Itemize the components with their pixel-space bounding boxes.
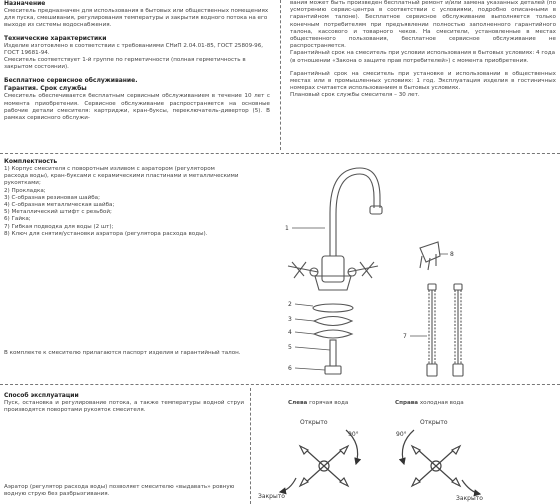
threaded-stud <box>330 340 336 366</box>
operation-text: Пуск, остановка и регулирование потока, а также температуры водной струи производятся поворотами рукояток смесителя. <box>4 400 244 414</box>
nut <box>325 366 341 374</box>
purpose-heading: Назначение <box>4 0 46 7</box>
faucet-diagram <box>270 158 560 380</box>
service-text-continued: вания может быть произведен бесплатный ремонт и/или замена указанных деталей (по усмотрению сервис-центра в соответствии с условиями, подробно описанными в гарантийном талоне). Бесплатное сервисное обслуживание выполняется только конечным потребителям при предъявлении полностью заполненного гарантийного талона, кассового и товарного чеков. На смесители, установленные в местах общественного пользования, бесплатное сервисное обслуживание не распространяется. <box>290 0 556 50</box>
metal-washer <box>314 330 352 338</box>
top-left-column <box>4 0 270 122</box>
right-cross-handle <box>412 446 460 486</box>
right-closed-arrow <box>462 480 480 494</box>
part-label-3: 3 <box>288 316 292 323</box>
purpose-text: Смеситель предназначен для использования в бытовых или общественных помещениях для пуска, смешивания, регулирования температуры и закрытия водного потока на его выходе из системы водоснабжения. <box>4 8 269 29</box>
left-handle <box>288 262 318 278</box>
specs-text-2: Смеситель соответствует 1-й группе по герметичности (полная герметичность в закрытом состоянии). <box>4 57 246 71</box>
specs-text-1: Изделие изготовлено в соответствии с требованиями СНиП 2.04.01-85, ГОСТ 25809-96, ГОСТ 19681-94. <box>4 42 264 56</box>
kit-item-6: 6) Гайка; <box>4 216 31 223</box>
part-label-5: 5 <box>288 344 292 351</box>
service-heading: Бесплатное сервисное обслуживание. <box>4 77 138 85</box>
kit-item-7: 7) Гибкая подводка для воды (2 шт); <box>4 223 114 230</box>
top-section-divider <box>0 153 560 154</box>
left-side-label: Слева <box>288 400 308 406</box>
service-life-text: Плановый срок службы смесителя – 30 лет. <box>290 92 420 99</box>
kit-item-2: 2) Прокладка; <box>4 187 46 194</box>
warranty-heading: Гарантия. Срок службы <box>4 85 87 93</box>
part-label-6: 6 <box>288 365 292 372</box>
faucet-body <box>322 256 344 282</box>
operation-heading: Способ эксплуатации <box>4 392 79 399</box>
kit-item-4: 4) С-образная металлическая шайба; <box>4 202 115 209</box>
part-label-1: 1 <box>285 225 289 232</box>
part-label-4: 4 <box>288 329 292 336</box>
left-cross-handle <box>300 446 348 486</box>
hose-right <box>453 284 463 376</box>
aerator-text: Аэратор (регулятор расхода воды) позволяет смесителю «выдавать» ровную водную струю без разбрызгивания. <box>4 484 235 498</box>
kit-note: В комплекте к смесителю прилагаются паспорт изделия и гарантийный талон. <box>4 350 241 356</box>
left-handle-caption <box>288 400 348 407</box>
rubber-washer <box>314 317 352 326</box>
kit-list <box>4 166 240 238</box>
part-label-8: 8 <box>450 251 454 258</box>
operation-section <box>4 392 244 414</box>
kit-item-8: 8) Ключ для снятия/установки аэратора (регулятора расхода воды). <box>4 230 208 237</box>
hose-left <box>427 284 437 376</box>
faucet-spout <box>330 168 380 256</box>
part-label-2: 2 <box>288 301 292 308</box>
specs-heading: Технические характеристики <box>4 34 107 42</box>
kit-item-5: 5) Металлический штифт с резьбой; <box>4 209 112 216</box>
public-warranty-text: Гарантийный срок на смеситель при установке и использовании в общественных местах или в промышленных условиях: 1 год. Эксплуатация изделия в гостиничных номерах считается использованием в бытовых условиях. <box>290 70 556 92</box>
right-angle-label: 90° <box>396 431 407 438</box>
right-water-label: холодная вода <box>419 400 464 406</box>
kit-item-1: 1) Корпус смесителя с поворотным изливом с аэратором (регулятором расхода воды), кран-буксами с керамическими пластинами и металлическими рукоятками; <box>4 166 239 187</box>
aerator-key <box>420 242 440 270</box>
service-text: Смеситель обеспечивается бесплатным сервисным обслуживанием в течение 10 лет с момента приобретения. Сервисное обслуживание распространяется на основные рабочие детали смесителя: картриджи, кран-буксы, переключатель-дивертор (5). В рамках сервисного обслужи- <box>4 93 270 122</box>
left-angle-label: 90° <box>348 431 359 438</box>
bottom-column-divider <box>250 388 251 504</box>
left-closed-label: Закрыто <box>258 493 285 500</box>
right-handle <box>348 262 378 278</box>
kit-section <box>4 158 240 238</box>
top-column-divider <box>280 0 281 150</box>
gasket <box>313 304 353 312</box>
household-warranty-text: Гарантийный срок на смеситель при условии использования в бытовых условиях: 4 года (в отношении «Закона о защите прав потребителей») с момента приобретения. <box>290 50 555 64</box>
left-open-label: Открыто <box>300 419 328 426</box>
top-right-column <box>290 0 556 100</box>
right-closed-label: Закрыто <box>456 495 483 502</box>
right-side-label: Справа <box>395 400 419 406</box>
right-open-label: Открыто <box>420 419 448 426</box>
kit-heading: Комплектность <box>4 158 58 165</box>
left-closed-arrow <box>280 478 296 492</box>
middle-section-divider <box>0 384 560 385</box>
kit-item-3: 3) С-образная резиновая шайба; <box>4 194 100 201</box>
left-water-label: горячая вода <box>309 400 349 406</box>
part-label-7: 7 <box>403 333 407 340</box>
right-handle-caption <box>395 400 464 407</box>
handle-rotation-diagram <box>256 408 560 504</box>
